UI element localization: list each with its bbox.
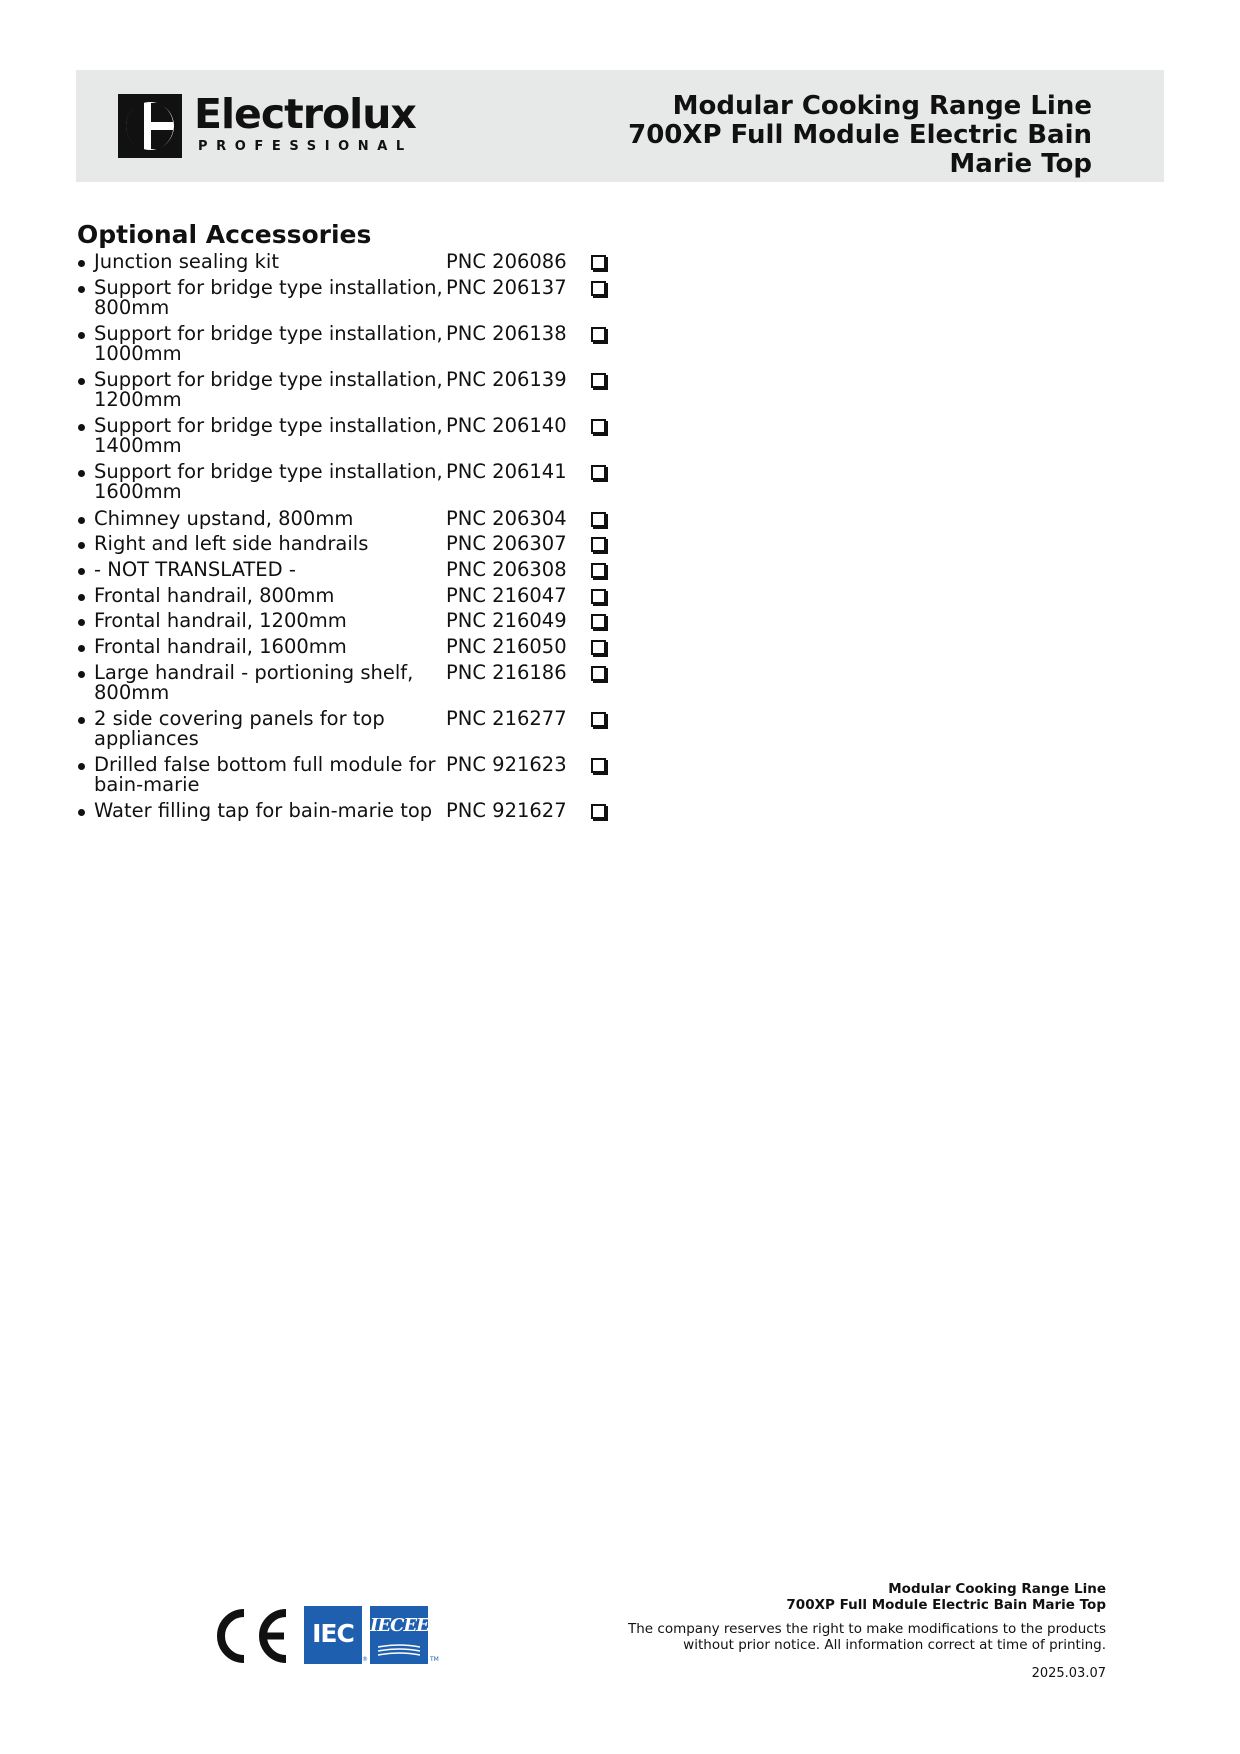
section-title: Optional Accessories <box>77 220 372 249</box>
accessory-pnc: PNC 206137 <box>446 275 567 299</box>
checkbox[interactable] <box>591 640 606 655</box>
trademark-mark: TM <box>430 1656 439 1663</box>
brand-subtitle: PROFESSIONAL <box>198 139 413 154</box>
accessory-row <box>77 534 617 560</box>
checkbox[interactable] <box>591 563 606 578</box>
accessory-name: Frontal handrail, 1600mm <box>94 635 347 659</box>
electrolux-logo-icon <box>118 94 182 158</box>
footer-title-line: 700XP Full Module Electric Bain Marie Top <box>786 1597 1106 1613</box>
accessory-pnc: PNC 206308 <box>446 558 567 581</box>
iecee-lines-icon <box>378 1644 420 1656</box>
footer-note-line: without prior notice. All information correct at time of printing. <box>683 1636 1106 1653</box>
checkbox[interactable] <box>591 666 606 681</box>
accessory-row <box>77 370 617 416</box>
accessory-pnc: PNC 216277 <box>446 706 567 730</box>
accessory-row <box>77 321 617 370</box>
iecee-logo-text: IECEE <box>370 1615 429 1636</box>
accessory-row <box>77 275 617 324</box>
accessory-name: Frontal handrail, 1200mm <box>94 609 347 633</box>
accessory-row <box>77 611 617 637</box>
accessory-name: Junction sealing kit <box>94 250 279 273</box>
accessory-pnc: PNC 921627 <box>446 799 567 823</box>
accessory-row <box>77 252 617 278</box>
checkbox[interactable] <box>591 281 606 296</box>
accessory-row <box>77 801 617 827</box>
accessory-name: Support for bridge type installation, 800mm <box>94 275 443 319</box>
accessory-row <box>77 506 617 535</box>
accessory-name: Chimney upstand, 800mm <box>94 506 354 530</box>
iecee-logo <box>370 1606 428 1664</box>
checkbox[interactable] <box>591 512 606 527</box>
checkbox[interactable] <box>591 255 606 270</box>
checkbox[interactable] <box>591 804 606 819</box>
checkbox[interactable] <box>591 712 606 727</box>
checkbox[interactable] <box>591 327 606 342</box>
footer-date: 2025.03.07 <box>1031 1666 1106 1681</box>
footer <box>546 1581 1106 1681</box>
accessory-pnc: PNC 216186 <box>446 660 567 684</box>
electrolux-logo <box>118 90 416 160</box>
accessory-pnc: PNC 921623 <box>446 753 567 777</box>
accessory-name: - NOT TRANSLATED - <box>94 558 296 581</box>
checkbox[interactable] <box>591 465 606 480</box>
accessory-row <box>77 660 617 709</box>
accessory-row <box>77 755 617 801</box>
page-title: Modular Cooking Range Line 700XP Full Module Electric Bain Marie Top <box>628 91 1092 179</box>
accessory-name: Support for bridge type installation, 1000mm <box>94 321 443 365</box>
checkbox[interactable] <box>591 589 606 604</box>
footer-title-line: Modular Cooking Range Line <box>888 1581 1106 1597</box>
checkbox[interactable] <box>591 614 606 629</box>
accessory-name: Support for bridge type installation, 1200mm <box>94 368 443 412</box>
checkbox[interactable] <box>591 373 606 388</box>
accessory-pnc: PNC 206086 <box>446 250 567 273</box>
checkbox[interactable] <box>591 758 606 773</box>
accessory-row <box>77 560 617 586</box>
iec-logo: IEC <box>304 1606 362 1664</box>
accessories-list <box>77 252 617 827</box>
accessory-pnc: PNC 216047 <box>446 583 567 607</box>
accessory-row <box>77 462 617 508</box>
footer-note-line: The company reserves the right to make modifications to the products <box>628 1621 1106 1637</box>
accessory-pnc: PNC 206307 <box>446 532 567 556</box>
checkbox[interactable] <box>591 537 606 552</box>
footer-title <box>546 1581 1106 1613</box>
certification-logos <box>208 1604 448 1668</box>
accessory-name: Frontal handrail, 800mm <box>94 583 335 607</box>
accessory-name: Support for bridge type installation, 1400mm <box>94 414 443 458</box>
accessory-pnc: PNC 206138 <box>446 321 567 345</box>
accessory-name: Support for bridge type installation, 1600mm <box>94 460 443 504</box>
accessory-pnc: PNC 216050 <box>446 635 567 659</box>
checkbox[interactable] <box>591 419 606 434</box>
accessory-pnc: PNC 206304 <box>446 506 567 530</box>
accessory-name: Large handrail - portioning shelf, 800mm <box>94 660 414 704</box>
accessory-row <box>77 706 617 755</box>
accessory-name: 2 side covering panels for top appliances <box>94 706 385 750</box>
registered-mark: ® <box>362 1656 368 1663</box>
accessory-row <box>77 583 617 612</box>
accessory-row <box>77 637 617 663</box>
accessory-pnc: PNC 206139 <box>446 368 567 392</box>
brand-name: Electrolux <box>194 90 416 138</box>
footer-disclaimer <box>546 1622 1106 1653</box>
header-band <box>76 70 1164 182</box>
ce-mark-icon <box>208 1609 292 1663</box>
accessory-name: Water filling tap for bain-marie top <box>94 799 433 823</box>
accessory-name: Right and left side handrails <box>94 532 369 556</box>
accessory-pnc: PNC 206141 <box>446 460 567 484</box>
accessory-pnc: PNC 216049 <box>446 609 567 633</box>
accessory-name: Drilled false bottom full module for bain-marie <box>94 753 436 797</box>
accessory-row <box>77 416 617 462</box>
accessory-pnc: PNC 206140 <box>446 414 567 438</box>
